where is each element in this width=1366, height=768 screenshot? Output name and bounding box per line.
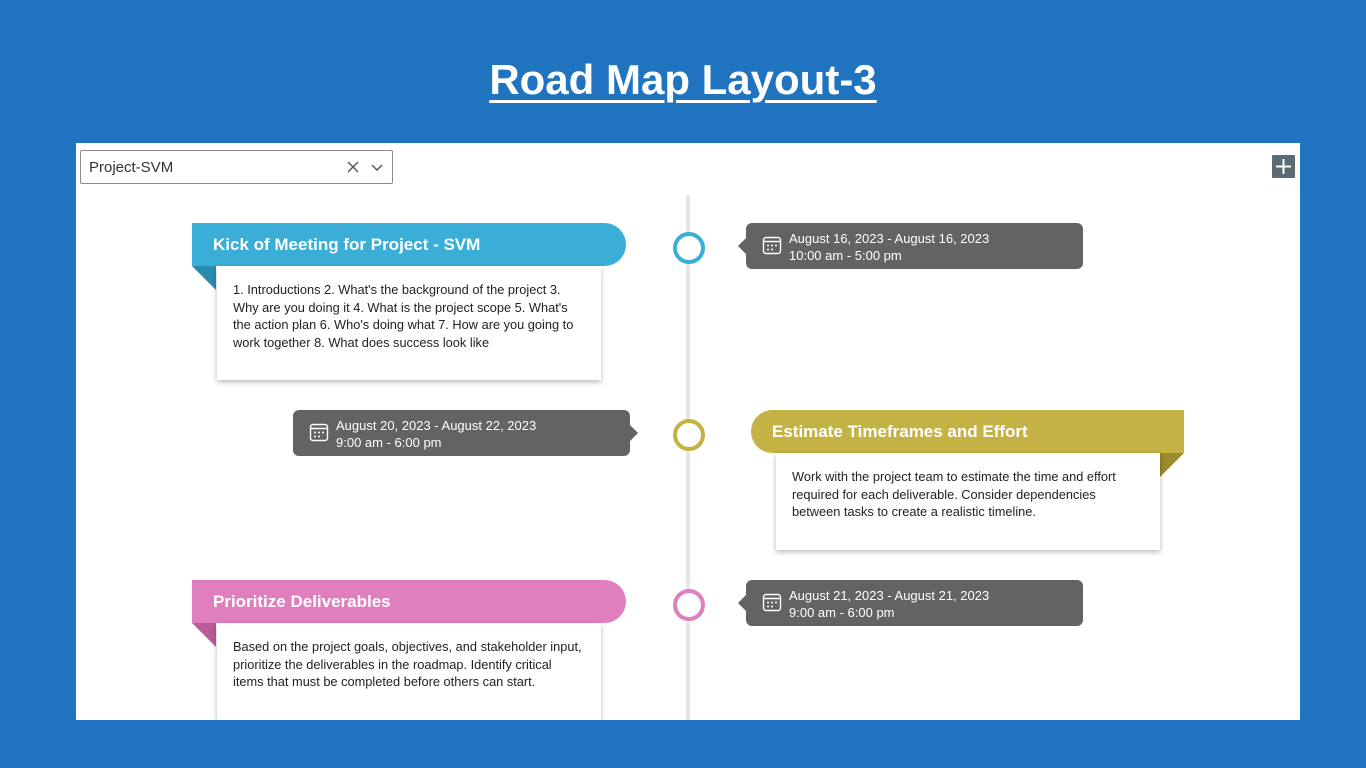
milestone-description-card (776, 453, 1160, 550)
chevron-down-icon[interactable] (368, 158, 386, 176)
timeline-node (673, 419, 705, 451)
calendar-icon (309, 422, 329, 442)
milestone-description: 1. Introductions 2. What's the background of the project 3. Why are you doing it 4. What is the project scope 5. What's the action plan 6. Who's doing what 7. How are you going to work together 8. What does success look like (233, 282, 574, 350)
clear-icon[interactable] (344, 158, 362, 176)
add-button[interactable] (1272, 155, 1295, 178)
milestone-description-card (217, 623, 601, 720)
timeline-node (673, 589, 705, 621)
banner-fold (192, 266, 216, 290)
date-pill (293, 410, 630, 456)
roadmap-panel (76, 143, 1300, 720)
calendar-icon (762, 592, 782, 612)
time-range: 9:00 am - 6:00 pm (336, 435, 442, 450)
milestone-title-text: Prioritize Deliverables (213, 591, 391, 611)
time-range: 10:00 am - 5:00 pm (789, 248, 902, 263)
date-range: August 20, 2023 - August 22, 2023 (336, 418, 537, 433)
page-title: Road Map Layout-3 (489, 56, 877, 103)
plus-icon (1272, 155, 1295, 178)
milestone-title (192, 580, 626, 623)
time-range: 9:00 am - 6:00 pm (789, 605, 895, 620)
calendar-icon (762, 235, 782, 255)
milestone-title (751, 410, 1184, 453)
milestone-description: Based on the project goals, objectives, and stakeholder input, prioritize the deliverables in the roadmap. Identify critical items that must be completed before others can start. (233, 639, 582, 690)
milestone-title-text: Estimate Timeframes and Effort (772, 421, 1028, 441)
banner-fold (1160, 453, 1184, 477)
project-select[interactable] (80, 150, 393, 184)
timeline-node (673, 232, 705, 264)
date-pill (746, 580, 1083, 626)
date-range: August 21, 2023 - August 21, 2023 (789, 588, 990, 603)
banner-fold (192, 623, 216, 647)
milestone-title-text: Kick of Meeting for Project - SVM (213, 234, 481, 254)
timeline-line (686, 195, 690, 720)
date-range: August 16, 2023 - August 16, 2023 (789, 231, 990, 246)
milestone-description: Work with the project team to estimate the time and effort required for each deliverable. Consider dependencies between tasks to create a realistic timeline. (792, 469, 1116, 520)
milestone-title (192, 223, 626, 266)
project-select-value: Project-SVM (89, 159, 174, 176)
date-pill (746, 223, 1083, 269)
milestone-description-card (217, 266, 601, 380)
